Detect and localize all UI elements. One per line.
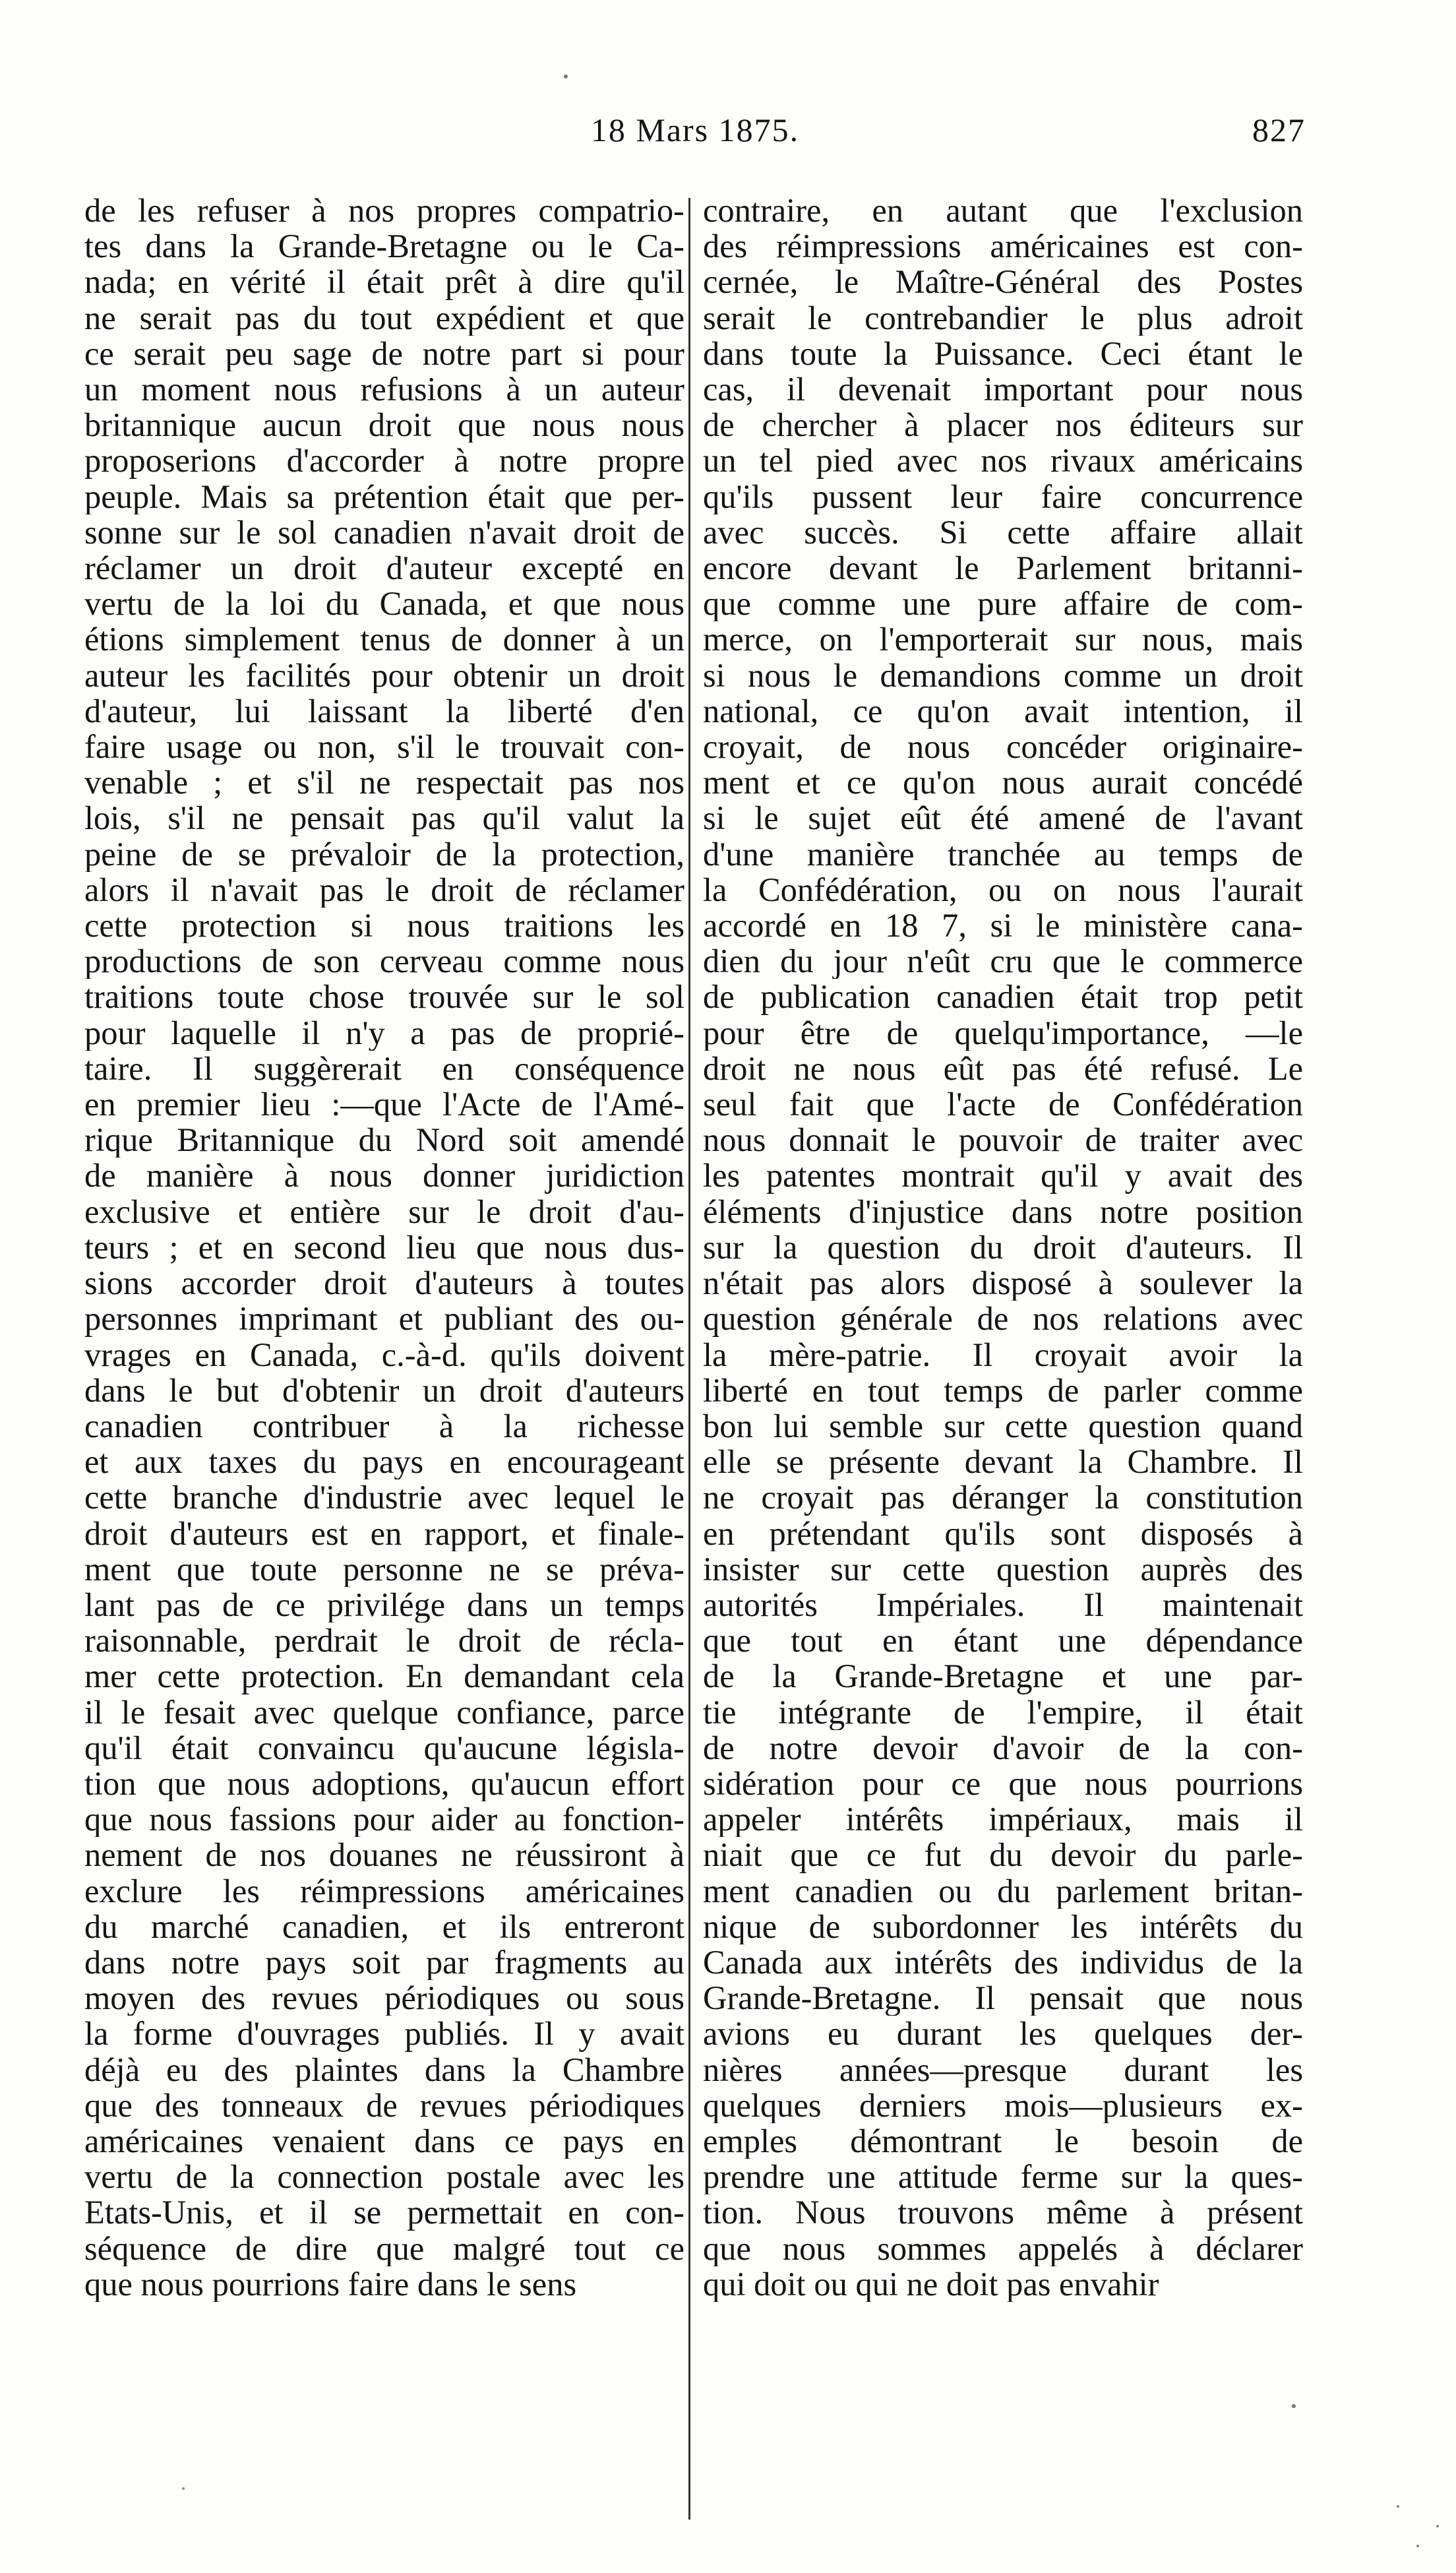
text-line: américaines venaient dans ce pays en: [84, 2123, 684, 2159]
text-line: appeler intérêts impériaux, mais il: [703, 1801, 1303, 1838]
text-line: exclusive et entière sur le droit d'au-: [84, 1193, 684, 1229]
text-line: nique de subordonner les intérêts du: [703, 1908, 1303, 1944]
text-line: canadien contribuer à la richesse: [84, 1408, 684, 1444]
text-line: peuple. Mais sa prétention était que per-: [84, 478, 684, 514]
text-line: de publication canadien était trop petit: [703, 979, 1303, 1015]
text-line: vertu de la connection postale avec les: [84, 2159, 684, 2195]
text-line: en premier lieu :—que l'Acte de l'Amé-: [84, 1086, 684, 1123]
text-line: en prétendant qu'ils sont disposés à: [703, 1515, 1303, 1551]
text-line: croyait, de nous concéder originaire-: [703, 729, 1303, 765]
text-line: sions accorder droit d'auteurs à toutes: [84, 1265, 684, 1301]
text-line: alors il n'avait pas le droit de réclamer: [84, 871, 684, 908]
text-line: taire. Il suggèrerait en conséquence: [84, 1050, 684, 1087]
text-line: si nous le demandions comme un droit: [703, 657, 1303, 693]
text-line: quelques derniers mois—plusieurs ex-: [703, 2087, 1303, 2123]
text-line: encore devant le Parlement britanni-: [703, 550, 1303, 586]
text-line: d'auteur, lui laissant la liberté d'en: [84, 693, 684, 729]
text-line: nières années—presque durant les: [703, 2051, 1303, 2088]
text-line: de les refuser à nos propres compatrio-: [84, 193, 684, 229]
text-line: ment canadien ou du parlement britan-: [703, 1873, 1303, 1909]
text-line: dans le but d'obtenir un droit d'auteurs: [84, 1372, 684, 1408]
text-line: des réimpressions américaines est con-: [703, 228, 1303, 264]
text-line: dans toute la Puissance. Ceci étant le: [703, 335, 1303, 372]
text-line: qui doit ou qui ne doit pas envahir: [703, 2266, 1159, 2302]
text-line: de la Grande-Bretagne et une par-: [703, 1658, 1303, 1694]
text-line: nous donnait le pouvoir de traiter avec: [703, 1122, 1303, 1158]
text-line: et aux taxes du pays en encourageant: [84, 1444, 684, 1480]
text-line: auteur les facilités pour obtenir un droit: [84, 657, 684, 693]
text-line: étions simplement tenus de donner à un: [84, 621, 684, 658]
page-header: [84, 111, 1306, 170]
text-line: mer cette protection. En demandant cela: [84, 1658, 684, 1694]
text-line: traitions toute chose trouvée sur le sol: [84, 979, 684, 1015]
text-line: que tout en étant une dépendance: [703, 1623, 1303, 1659]
text-line: proposerions d'accorder à notre propre: [84, 443, 684, 479]
text-line: tion. Nous trouvons même à présent: [703, 2194, 1303, 2231]
text-line: faire usage ou non, s'il le trouvait con-: [84, 729, 684, 765]
text-line: nement de nos douanes ne réussiront à: [84, 1837, 684, 1873]
text-line: britannique aucun droit que nous nous: [84, 407, 684, 443]
text-line: pour être de quelqu'importance, —le: [703, 1014, 1303, 1051]
text-line: la mère-patrie. Il croyait avoir la: [703, 1336, 1303, 1373]
text-line: personnes imprimant et publiant des ou-: [84, 1301, 684, 1337]
text-line: droit d'auteurs est en rapport, et finale-: [84, 1515, 684, 1551]
text-line: de manière à nous donner juridiction: [84, 1158, 684, 1194]
text-line: que des tonneaux de revues périodiques: [84, 2087, 684, 2123]
text-line: il le fesait avec quelque confiance, parce: [84, 1694, 684, 1730]
text-line: tie intégrante de l'empire, il était: [703, 1694, 1303, 1730]
text-line: vrages en Canada, c.-à-d. qu'ils doivent: [84, 1336, 684, 1373]
text-line: un moment nous refusions à un auteur: [84, 371, 684, 408]
text-line: si le sujet eût été amené de l'avant: [703, 800, 1303, 836]
text-line: avions eu durant les quelques der-: [703, 2016, 1303, 2052]
text-line: productions de son cerveau comme nous: [84, 943, 684, 979]
text-line: sonne sur le sol canadien n'avait droit de: [84, 514, 684, 551]
text-line: séquence de dire que malgré tout ce: [84, 2230, 684, 2266]
text-line: vertu de la loi du Canada, et que nous: [84, 586, 684, 622]
text-line: n'était pas alors disposé à soulever la: [703, 1265, 1303, 1301]
text-line: lant pas de ce privilége dans un temps: [84, 1586, 684, 1623]
text-line: la Confédération, ou on nous l'aurait: [703, 871, 1303, 908]
running-head-date: 18 Mars 1875.: [590, 111, 800, 148]
text-line: de chercher à placer nos éditeurs sur: [703, 407, 1303, 443]
text-line: contraire, en autant que l'exclusion: [703, 193, 1303, 229]
text-line: dans notre pays soit par fragments au: [84, 1944, 684, 1981]
text-line: cas, il devenait important pour nous: [703, 371, 1303, 408]
text-line: autorités Impériales. Il maintenait: [703, 1586, 1303, 1623]
text-line: ment que toute personne ne se préva-: [84, 1551, 684, 1587]
text-line: serait le contrebandier le plus adroit: [703, 299, 1303, 336]
text-line: elle se présente devant la Chambre. Il: [703, 1444, 1303, 1480]
text-line: réclamer un droit d'auteur excepté en: [84, 550, 684, 586]
text-line: déjà eu des plaintes dans la Chambre: [84, 2051, 684, 2088]
text-line: liberté en tout temps de parler comme: [703, 1372, 1303, 1408]
text-line: accordé en 18 7, si le ministère cana-: [703, 908, 1303, 944]
text-line: du marché canadien, et ils entreront: [84, 1908, 684, 1944]
text-line: niait que ce fut du devoir du parle-: [703, 1837, 1303, 1873]
text-line: emples démontrant le besoin de: [703, 2123, 1303, 2159]
text-line: que nous sommes appelés à déclarer: [703, 2230, 1303, 2266]
text-line: avec succès. Si cette affaire allait: [703, 514, 1303, 551]
text-line: qu'ils pussent leur faire concurrence: [703, 478, 1303, 514]
text-line: un tel pied avec nos rivaux américains: [703, 443, 1303, 479]
text-line: rique Britannique du Nord soit amendé: [84, 1122, 684, 1158]
text-line: prendre une attitude ferme sur la ques-: [703, 2159, 1303, 2195]
text-line: raisonnable, perdrait le droit de récla-: [84, 1623, 684, 1659]
text-line: teurs ; et en second lieu que nous dus-: [84, 1229, 684, 1266]
text-line: question générale de nos relations avec: [703, 1301, 1303, 1337]
text-line: merce, on l'emporterait sur nous, mais: [703, 621, 1303, 658]
text-line: que nous pourrions faire dans le sens: [84, 2266, 577, 2302]
text-line: exclure les réimpressions américaines: [84, 1873, 684, 1909]
text-line: ce serait peu sage de notre part si pour: [84, 335, 684, 372]
text-line: pour laquelle il n'y a pas de proprié-: [84, 1014, 684, 1051]
text-line: qu'il était convaincu qu'aucune législa-: [84, 1729, 684, 1766]
left-text-column: [84, 193, 684, 2302]
text-line: ment et ce qu'on nous aurait concédé: [703, 764, 1303, 801]
text-line: de notre devoir d'avoir de la con-: [703, 1729, 1303, 1766]
text-line: Canada aux intérêts des individus de la: [703, 1944, 1303, 1981]
text-line: d'une manière tranchée au temps de: [703, 836, 1303, 872]
text-line: peine de se prévaloir de la protection,: [84, 836, 684, 872]
text-line: cette branche d'industrie avec lequel le: [84, 1479, 684, 1516]
text-line: tion que nous adoptions, qu'aucun effort: [84, 1765, 684, 1802]
text-line: ne serait pas du tout expédient et que: [84, 299, 684, 336]
text-line: ne croyait pas déranger la constitution: [703, 1479, 1303, 1516]
text-line: venable ; et s'il ne respectait pas nos: [84, 764, 684, 801]
text-line: nada; en vérité il était prêt à dire qu'il: [84, 264, 684, 300]
text-line: seul fait que l'acte de Confédération: [703, 1086, 1303, 1123]
text-line: insister sur cette question auprès des: [703, 1551, 1303, 1587]
text-line: lois, s'il ne pensait pas qu'il valut la: [84, 800, 684, 836]
right-text-column: [703, 193, 1303, 2302]
text-line: moyen des revues périodiques ou sous: [84, 1980, 684, 2016]
text-line: Grande-Bretagne. Il pensait que nous: [703, 1980, 1303, 2016]
text-line: droit ne nous eût pas été refusé. Le: [703, 1050, 1303, 1087]
page-number: 827: [1252, 111, 1306, 148]
text-line: que nous fassions pour aider au fonction-: [84, 1801, 684, 1838]
text-line: dien du jour n'eût cru que le commerce: [703, 943, 1303, 979]
text-line: tes dans la Grande-Bretagne ou le Ca-: [84, 228, 684, 264]
text-line: éléments d'injustice dans notre position: [703, 1193, 1303, 1229]
text-line: sidération pour ce que nous pourrions: [703, 1765, 1303, 1802]
text-line: les patentes montrait qu'il y avait des: [703, 1158, 1303, 1194]
text-line: la forme d'ouvrages publiés. Il y avait: [84, 2016, 684, 2052]
text-line: cernée, le Maître-Général des Postes: [703, 264, 1303, 300]
text-line: bon lui semble sur cette question quand: [703, 1408, 1303, 1444]
text-line: Etats-Unis, et il se permettait en con-: [84, 2194, 684, 2231]
text-line: cette protection si nous traitions les: [84, 908, 684, 944]
text-line: sur la question du droit d'auteurs. Il: [703, 1229, 1303, 1266]
text-line: national, ce qu'on avait intention, il: [703, 693, 1303, 729]
text-line: que comme une pure affaire de com-: [703, 586, 1303, 622]
column-divider: [688, 198, 690, 2520]
